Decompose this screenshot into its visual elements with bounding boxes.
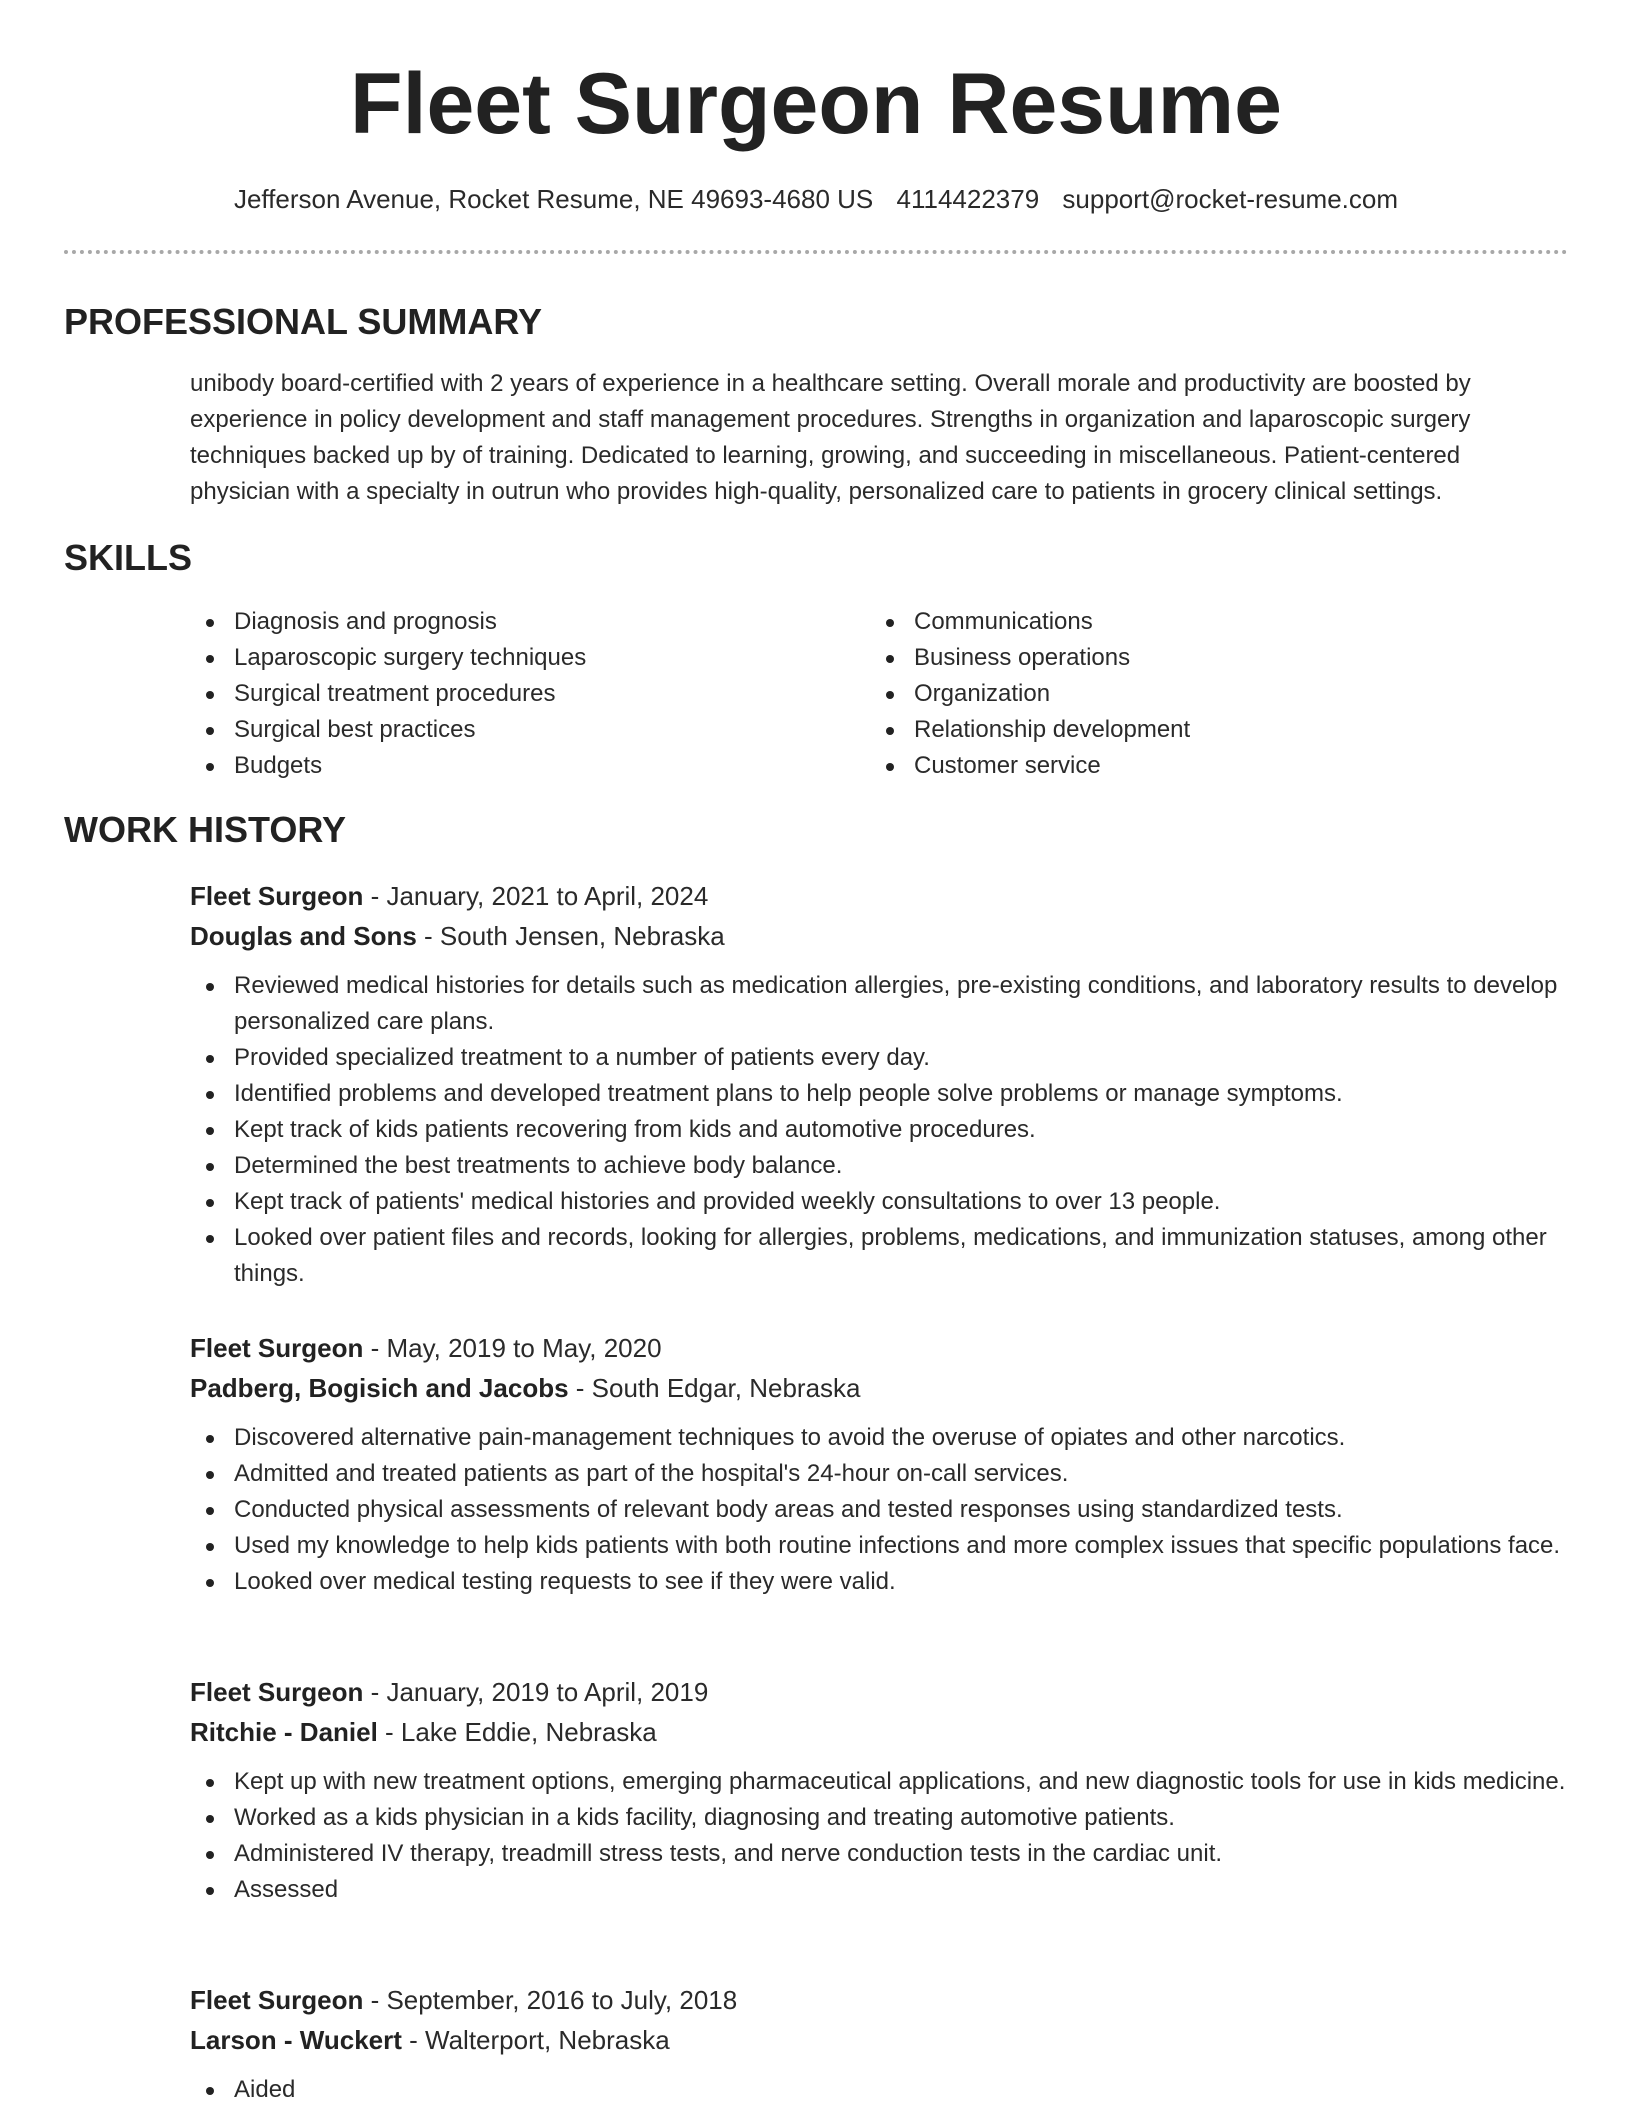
- job-duty: Worked as a kids physician in a kids facility, diagnosing and treating automotive patients.: [190, 1800, 1570, 1836]
- job-duty: Kept track of patients' medical histories and provided weekly consultations to over 13 people.: [190, 1184, 1570, 1220]
- job-dates: - May, 2019 to May, 2020: [363, 1333, 662, 1363]
- job-title: Fleet Surgeon: [190, 881, 364, 911]
- skill-item: Diagnosis and prognosis: [190, 604, 850, 640]
- contact-line: [0, 180, 1632, 218]
- job-duty: Kept up with new treatment options, emerging pharmaceutical applications, and new diagnostic tools for use in kids medicine.: [190, 1764, 1570, 1800]
- job-title-line: [190, 1672, 1570, 1712]
- job-company-line: [190, 2020, 1570, 2060]
- job-location: - Walterport, Nebraska: [401, 2025, 670, 2055]
- job-duty: Administered IV therapy, treadmill stress tests, and nerve conduction tests in the cardiac unit.: [190, 1836, 1570, 1872]
- job-company: Ritchie - Daniel: [190, 1717, 378, 1747]
- job-duty: Used my knowledge to help kids patients with both routine infections and more complex issues that specific populations face.: [190, 1528, 1570, 1564]
- job-company: Padberg, Bogisich and Jacobs: [190, 1373, 569, 1403]
- job-duty: Aided: [190, 2072, 1570, 2108]
- skill-item: Business operations: [870, 640, 1530, 676]
- job-company-line: [190, 1712, 1570, 1752]
- job-duty: Kept track of kids patients recovering from kids and automotive procedures.: [190, 1112, 1570, 1148]
- job-duties-list: [190, 1420, 1570, 1600]
- work-history-heading: WORK HISTORY: [64, 809, 347, 850]
- skill-item: Organization: [870, 676, 1530, 712]
- job-company-line: [190, 916, 1570, 956]
- skill-item: Surgical best practices: [190, 712, 850, 748]
- job-duties-list: [190, 2072, 1570, 2108]
- job-entry: [190, 1328, 1570, 1600]
- job-entry: [190, 876, 1570, 1292]
- job-duty: Conducted physical assessments of relevant body areas and tested responses using standardized tests.: [190, 1492, 1570, 1528]
- job-duty: Identified problems and developed treatment plans to help people solve problems or manage symptoms.: [190, 1076, 1570, 1112]
- job-duty: Assessed: [190, 1872, 1570, 1908]
- job-dates: - September, 2016 to July, 2018: [363, 1985, 738, 2015]
- job-duty: Provided specialized treatment to a number of patients every day.: [190, 1040, 1570, 1076]
- skill-item: Communications: [870, 604, 1530, 640]
- skill-item: Laparoscopic surgery techniques: [190, 640, 850, 676]
- job-duty: Reviewed medical histories for details such as medication allergies, pre-existing conditions, and laboratory results to develop personalized care plans.: [190, 968, 1570, 1040]
- job-title: Fleet Surgeon: [190, 1677, 364, 1707]
- job-title-line: [190, 876, 1570, 916]
- job-duty: Looked over medical testing requests to see if they were valid.: [190, 1564, 1570, 1600]
- resume-title: Fleet Surgeon Resume: [350, 56, 1282, 152]
- contact-address: Jefferson Avenue, Rocket Resume, NE 49693-4680 US: [233, 184, 874, 214]
- job-title-line: [190, 1980, 1570, 2020]
- job-dates: - January, 2019 to April, 2019: [363, 1677, 709, 1707]
- skill-item: Relationship development: [870, 712, 1530, 748]
- job-company: Douglas and Sons: [190, 921, 417, 951]
- skill-item: Surgical treatment procedures: [190, 676, 850, 712]
- job-location: - South Jensen, Nebraska: [416, 921, 725, 951]
- job-location: - South Edgar, Nebraska: [568, 1373, 861, 1403]
- contact-email: support@rocket-resume.com: [1062, 184, 1399, 214]
- job-duties-list: [190, 968, 1570, 1292]
- job-duty: Looked over patient files and records, looking for allergies, problems, medications, and immunization statuses, among other things.: [190, 1220, 1570, 1292]
- job-entry: [190, 1672, 1570, 1908]
- skills-list-right: [870, 604, 1530, 784]
- job-title-line: [190, 1328, 1570, 1368]
- job-location: - Lake Eddie, Nebraska: [377, 1717, 657, 1747]
- job-company-line: [190, 1368, 1570, 1408]
- skill-item: Customer service: [870, 748, 1530, 784]
- header-divider: [64, 250, 1568, 254]
- summary-text: unibody board-certified with 2 years of experience in a healthcare setting. Overall morale and productivity are boosted by experience in policy development and staff management procedures. Strengths in organization and laparoscopic surgery techniques backed up by of training. Dedicated to learning, growing, and succeeding in miscellaneous. Patient-centered physician with a specialty in outrun who provides high-quality, personalized care to patients in grocery clinical settings.: [190, 370, 1471, 505]
- job-duty: Admitted and treated patients as part of the hospital's 24-hour on-call services.: [190, 1456, 1570, 1492]
- job-duty: Determined the best treatments to achieve body balance.: [190, 1148, 1570, 1184]
- job-duty: Discovered alternative pain-management techniques to avoid the overuse of opiates and other narcotics.: [190, 1420, 1570, 1456]
- job-duties-list: [190, 1764, 1570, 1908]
- job-title: Fleet Surgeon: [190, 1985, 364, 2015]
- summary-heading: PROFESSIONAL SUMMARY: [64, 301, 543, 342]
- job-company: Larson - Wuckert: [190, 2025, 402, 2055]
- contact-phone: 4114422379: [896, 184, 1040, 214]
- job-entry: [190, 1980, 1570, 2108]
- skills-heading: SKILLS: [64, 537, 193, 578]
- job-title: Fleet Surgeon: [190, 1333, 364, 1363]
- skill-item: Budgets: [190, 748, 850, 784]
- job-dates: - January, 2021 to April, 2024: [363, 881, 709, 911]
- skills-list-left: [190, 604, 850, 784]
